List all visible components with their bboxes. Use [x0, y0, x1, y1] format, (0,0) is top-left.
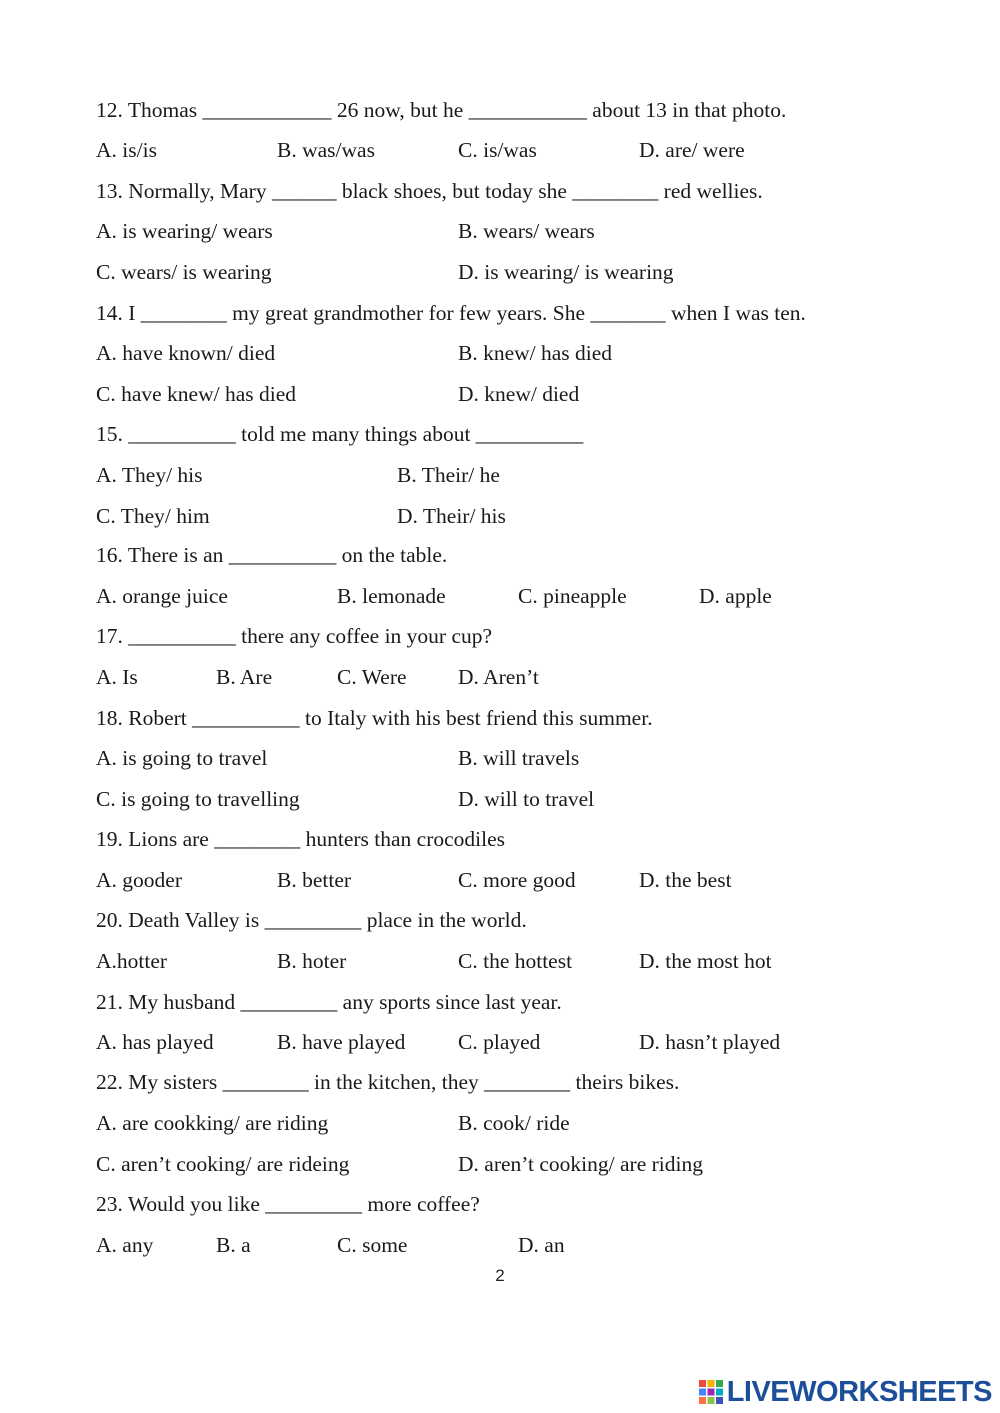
option-b[interactable]: B. hoter	[277, 949, 347, 973]
option-d[interactable]: D. hasn’t played	[639, 1030, 781, 1054]
option-b[interactable]: B. knew/ has died	[458, 341, 613, 365]
option-c[interactable]: C. played	[458, 1030, 541, 1054]
option-a[interactable]: A. gooder	[96, 868, 182, 892]
liveworksheets-logo	[698, 1374, 992, 1410]
option-a[interactable]: A. are cookking/ are riding	[96, 1111, 329, 1135]
option-b[interactable]: B. lemonade	[337, 584, 446, 608]
option-d[interactable]: D. knew/ died	[458, 382, 580, 406]
option-c[interactable]: C. wears/ is wearing	[96, 260, 272, 284]
option-a[interactable]: A. is wearing/ wears	[96, 219, 273, 243]
option-d[interactable]: D. Their/ his	[397, 504, 506, 528]
option-b[interactable]: B. a	[216, 1233, 251, 1257]
question-16-stem: 16. There is an __________ on the table.	[96, 543, 448, 567]
page-number: 2	[495, 1266, 505, 1285]
option-d[interactable]: D. the best	[639, 868, 732, 892]
option-c[interactable]: C. Were	[337, 665, 407, 689]
question-15-stem: 15. __________ told me many things about __________	[96, 422, 584, 446]
option-c[interactable]: C. have knew/ has died	[96, 382, 297, 406]
option-b[interactable]: B. Are	[216, 665, 273, 689]
option-c[interactable]: C. some	[337, 1233, 408, 1257]
question-23-stem: 23. Would you like _________ more coffee?	[96, 1192, 480, 1216]
question-22-stem: 22. My sisters ________ in the kitchen, they ________ theirs bikes.	[96, 1070, 680, 1094]
option-d[interactable]: D. an	[518, 1233, 565, 1257]
option-c[interactable]: C. is/was	[458, 138, 537, 162]
option-d[interactable]: D. apple	[699, 584, 772, 608]
option-c[interactable]: C. They/ him	[96, 504, 210, 528]
question-12-stem: 12. Thomas ____________ 26 now, but he ___________ about 13 in that photo.	[96, 98, 787, 122]
option-a[interactable]: A. is going to travel	[96, 746, 268, 770]
option-d[interactable]: D. the most hot	[639, 949, 772, 973]
option-b[interactable]: B. Their/ he	[397, 463, 500, 487]
option-b[interactable]: B. have played	[277, 1030, 406, 1054]
question-13-stem: 13. Normally, Mary ______ black shoes, but today she ________ red wellies.	[96, 179, 763, 203]
option-c[interactable]: C. more good	[458, 868, 576, 892]
option-b[interactable]: B. cook/ ride	[458, 1111, 570, 1135]
option-a[interactable]: A. have known/ died	[96, 341, 276, 365]
option-a[interactable]: A. any	[96, 1233, 154, 1257]
option-a[interactable]: A. They/ his	[96, 463, 203, 487]
option-c[interactable]: C. is going to travelling	[96, 787, 300, 811]
option-a[interactable]: A. has played	[96, 1030, 214, 1054]
option-b[interactable]: B. was/was	[277, 138, 375, 162]
question-21-stem: 21. My husband _________ any sports since last year.	[96, 990, 562, 1014]
option-d[interactable]: D. are/ were	[639, 138, 745, 162]
option-a[interactable]: A. orange juice	[96, 584, 228, 608]
option-b[interactable]: B. better	[277, 868, 352, 892]
option-b[interactable]: B. wears/ wears	[458, 219, 595, 243]
option-d[interactable]: D. Aren’t	[458, 665, 539, 689]
logo-text: LIVEWORKSHEETS	[726, 1375, 992, 1408]
question-19-stem: 19. Lions are ________ hunters than crocodiles	[96, 827, 506, 851]
option-d[interactable]: D. will to travel	[458, 787, 595, 811]
option-b[interactable]: B. will travels	[458, 746, 580, 770]
option-c[interactable]: C. the hottest	[458, 949, 573, 973]
option-c[interactable]: C. pineapple	[518, 584, 627, 608]
liveworksheets-grid-icon	[698, 1379, 724, 1405]
option-a[interactable]: A. is/is	[96, 138, 157, 162]
option-d[interactable]: D. is wearing/ is wearing	[458, 260, 674, 284]
question-14-stem: 14. I ________ my great grandmother for few years. She _______ when I was ten.	[96, 301, 806, 325]
option-c[interactable]: C. aren’t cooking/ are rideing	[96, 1152, 350, 1176]
option-a[interactable]: A.hotter	[96, 949, 168, 973]
question-18-stem: 18. Robert __________ to Italy with his best friend this summer.	[96, 706, 653, 730]
option-a[interactable]: A. Is	[96, 665, 138, 689]
option-d[interactable]: D. aren’t cooking/ are riding	[458, 1152, 703, 1176]
question-20-stem: 20. Death Valley is _________ place in the world.	[96, 908, 527, 932]
question-17-stem: 17. __________ there any coffee in your cup?	[96, 624, 493, 648]
